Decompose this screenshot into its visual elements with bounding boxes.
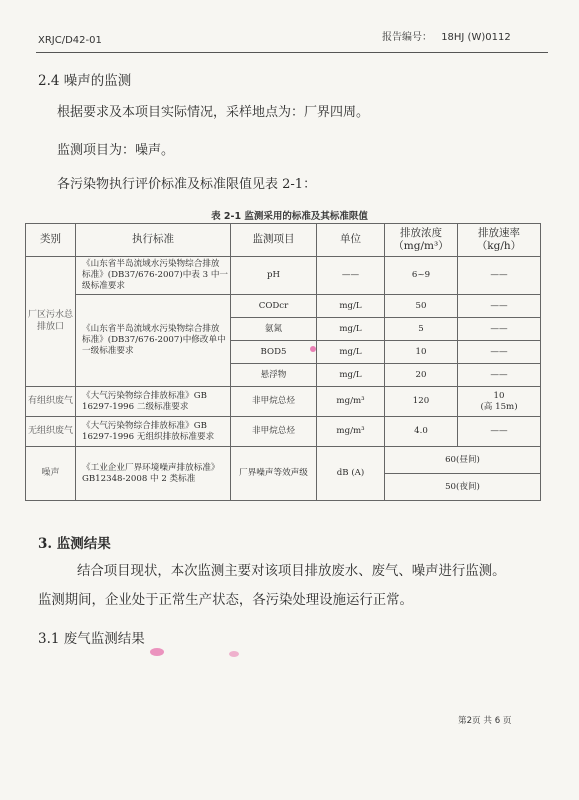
- conc-cell: 20: [385, 364, 458, 387]
- section-2-4-para-2: 监测项目为：噪声。: [57, 143, 175, 158]
- unit-cell: mg/L: [317, 341, 385, 364]
- page-number: 第2页 共 6 页: [458, 716, 512, 726]
- header-concentration: 排放浓度（mg/m³）: [385, 224, 458, 257]
- rate-cell: ——: [458, 257, 541, 295]
- section-3-1-heading: 3.1 废气监测结果: [38, 631, 145, 647]
- header-item: 监测项目: [231, 224, 317, 257]
- section-3-para-1: 结合项目现状，本次监测主要对该项目排放废水、废气、噪声进行监测。: [77, 564, 506, 579]
- noise-day-limit: 60(昼间): [385, 447, 541, 474]
- unit-cell: mg/m³: [317, 387, 385, 417]
- section-2-4-para-3: 各污染物执行评价标准及标准限值见表 2-1：: [57, 177, 317, 192]
- table-row: [26, 295, 541, 318]
- unit-noise: dB (A): [317, 447, 385, 501]
- rate-cell: ——: [458, 295, 541, 318]
- rate-cell: ——: [458, 318, 541, 341]
- unit-cell: mg/L: [317, 318, 385, 341]
- standards-table: [25, 223, 541, 501]
- noise-night-limit: 50(夜间): [385, 474, 541, 501]
- table-row: [26, 417, 541, 447]
- stamp-mark: [310, 346, 316, 352]
- rate-cell: ——: [458, 341, 541, 364]
- category-noise: 噪声: [26, 447, 76, 501]
- header-rule: [36, 52, 548, 53]
- standard-noise: 《工业企业厂界环境噪声排放标准》GB12348-2008 中 2 类标准: [76, 447, 231, 501]
- header-standard: 执行标准: [76, 224, 231, 257]
- item-cell: 悬浮物: [231, 364, 317, 387]
- item-cell: pH: [231, 257, 317, 295]
- stamp-mark: [150, 648, 164, 656]
- section-2-4-heading: 2.4 噪声的监测: [38, 73, 132, 89]
- rate-line-2: (高 15m): [480, 401, 518, 412]
- rate-cell: [458, 387, 541, 417]
- standard-wastewater-2: 《山东省半岛流域水污染物综合排放标准》(DB37/676-2007)中修改单中一级标准要求: [76, 295, 231, 387]
- conc-cell: 50: [385, 295, 458, 318]
- standard-wastewater-1: 《山东省半岛流域水污染物综合排放标准》(DB37/676-2007)中表 3 中一级标准要求: [76, 257, 231, 295]
- item-cell: BOD5: [231, 341, 317, 364]
- table-row: [26, 387, 541, 417]
- header-unit: 单位: [317, 224, 385, 257]
- conc-cell: 6~9: [385, 257, 458, 295]
- table-caption: 表 2-1 监测采用的标准及其标准限值: [211, 211, 368, 222]
- rate-cell: ——: [458, 417, 541, 447]
- unit-cell: ——: [317, 257, 385, 295]
- section-3-heading: 3. 监测结果: [38, 536, 111, 552]
- category-organized-gas: 有组织废气: [26, 387, 76, 417]
- header-rate: 排放速率（kg/h）: [458, 224, 541, 257]
- header-category: 类别: [26, 224, 76, 257]
- category-wastewater: 厂区污水总排放口: [26, 257, 76, 387]
- conc-cell: 5: [385, 318, 458, 341]
- report-number: [382, 28, 511, 43]
- table-header-row: [26, 224, 541, 257]
- category-unorganized-gas: 无组织废气: [26, 417, 76, 447]
- unit-cell: mg/m³: [317, 417, 385, 447]
- conc-cell: 4.0: [385, 417, 458, 447]
- item-noise: 厂界噪声等效声级: [231, 447, 317, 501]
- section-3-para-2: 监测期间，企业处于正常生产状态，各污染处理设施运行正常。: [38, 593, 413, 608]
- conc-cell: 10: [385, 341, 458, 364]
- unit-cell: mg/L: [317, 295, 385, 318]
- item-cell: CODcr: [231, 295, 317, 318]
- standard-unorganized-gas: 《大气污染物综合排放标准》GB 16297-1996 无组织排放标准要求: [76, 417, 231, 447]
- report-number-value: 18HJ (W)0112: [441, 32, 511, 43]
- stamp-mark: [229, 651, 239, 657]
- standard-organized-gas: 《大气污染物综合排放标准》GB 16297-1996 二级标准要求: [76, 387, 231, 417]
- section-2-4-para-1: 根据要求及本项目实际情况，采样地点为：厂界四周。: [57, 105, 370, 120]
- item-cell: 氨氮: [231, 318, 317, 341]
- unit-cell: mg/L: [317, 364, 385, 387]
- conc-cell: 120: [385, 387, 458, 417]
- item-cell: 非甲烷总烃: [231, 387, 317, 417]
- table-row: [26, 257, 541, 295]
- rate-line-1: 10: [493, 390, 505, 401]
- table-row: [26, 447, 541, 474]
- report-number-label: 报告编号：: [382, 32, 432, 43]
- document-code: XRJC/D42-01: [38, 35, 102, 46]
- item-cell: 非甲烷总烃: [231, 417, 317, 447]
- rate-cell: ——: [458, 364, 541, 387]
